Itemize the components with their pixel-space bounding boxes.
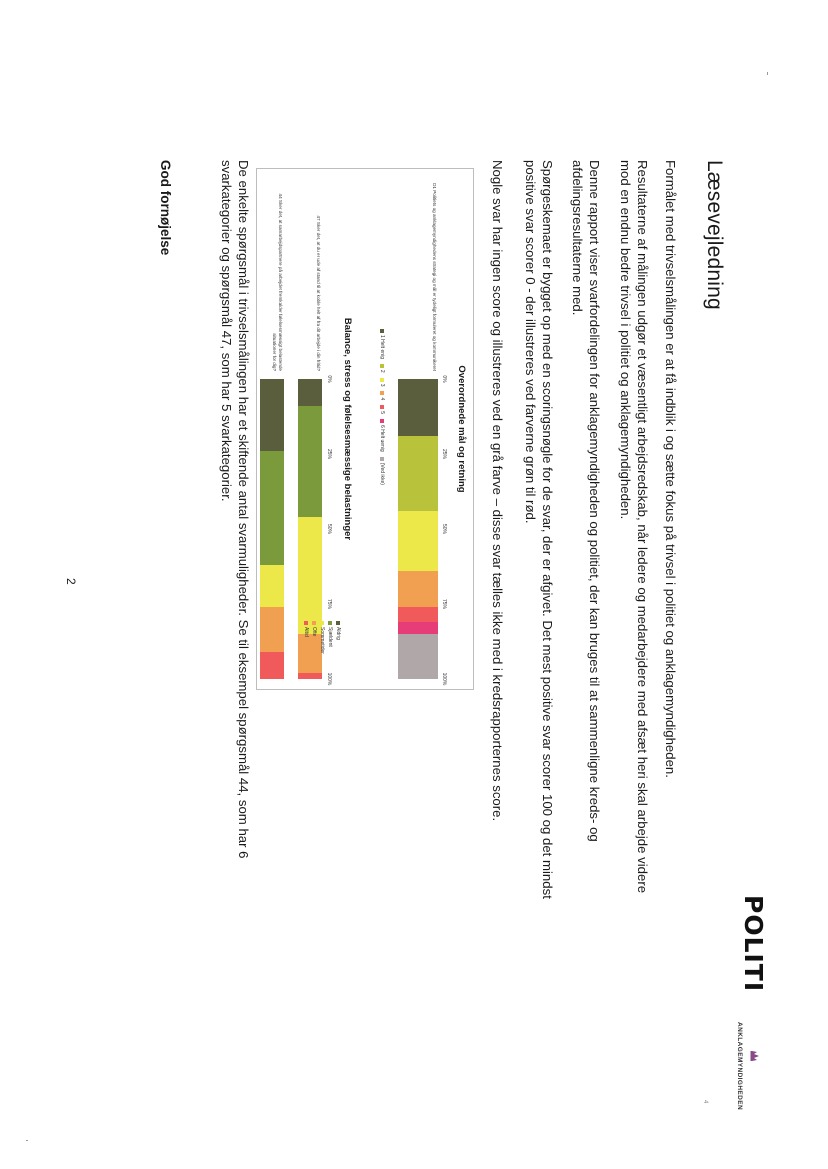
x-tick-label: 100% — [326, 672, 332, 686]
closing-text: God fornøjelse — [158, 160, 173, 256]
bar-segment — [398, 511, 438, 571]
legend-item: 3 — [379, 378, 385, 387]
chart-title: Overordnede mål og retning — [456, 365, 467, 493]
bar-segment — [398, 634, 438, 679]
bar-segment — [298, 406, 322, 517]
legend-swatch — [380, 329, 384, 333]
no-score-paragraph: Nogle svar har ingen score og illustreres ved en grå farve – disse svar tælles ikke med i kredsrapporternes score. — [490, 160, 505, 822]
answer-categories-paragraph: De enkelte spørgsmål i trivselsmålingen har et skiftende antal svarmuligheder. Se til eksempel spørgsmål 44, som har 6 svarkategorier og spørgsmål 47, som har 5 svarkategorier. — [219, 160, 251, 859]
bar-segment — [260, 607, 284, 652]
legend-item: 4 — [379, 391, 385, 400]
x-tick-label: 100% — [441, 672, 447, 686]
legend-item: Sjældent — [327, 621, 333, 676]
bar-segment — [260, 652, 284, 679]
chart-legend — [379, 329, 385, 490]
legend-swatch — [304, 621, 308, 625]
legend-item: 1 Helt enig — [379, 329, 385, 359]
question-label: 47 Sker det, at du er ude af stand til at koble helt af fra dit arbejde i din fritid? — [316, 215, 321, 371]
report-paragraph: Denne rapport viser svarfordelingen for anklagemyndigheden og politiet, der kan bruges til at sammenligne kreds- og afdelingsresultaterne med. — [570, 160, 602, 842]
legend-item: Ofte — [311, 621, 317, 676]
bar-segment — [260, 451, 284, 565]
bar-segment — [298, 379, 322, 406]
legend-swatch — [336, 621, 340, 625]
bar-segment — [298, 517, 322, 634]
bar-segment — [260, 565, 284, 607]
x-tick-label: 0% — [441, 375, 447, 383]
page-number: 2 — [64, 578, 78, 585]
legend-item: Sommetider — [319, 621, 325, 676]
legend-item: 5 — [379, 405, 385, 414]
x-tick-label: 25% — [441, 448, 447, 460]
x-tick-label: 0% — [326, 375, 332, 383]
chart-title: Balance, stress og følelsesmæssige belastninger — [342, 317, 353, 541]
chart-legend — [301, 621, 341, 681]
x-tick-label: 50% — [326, 523, 332, 535]
results-paragraph: Resultaterne af målingen udgør et væsentligt arbejdsredskab, når ledere og medarbejdere med afsæt heri skal arbejde videre mod en endnu bedre trivsel i politiet og anklagemyndigheden. — [618, 160, 650, 894]
legend-swatch — [328, 621, 332, 625]
legend-item: Aldrig — [335, 621, 341, 676]
bar-segment — [398, 379, 438, 436]
question-label: 44 Sker det, at samarbejdspartnere på arbejdet fremkalder følelsesmæssigt belastende situationer for dig? — [272, 193, 283, 371]
legend-swatch — [380, 364, 384, 368]
x-tick-label: 50% — [441, 523, 447, 535]
logo-subtitle: ANKLAGEMYNDIGHEDEN — [736, 1022, 743, 1111]
crown-icon — [750, 1050, 760, 1062]
page-title: Læsevejledning — [703, 160, 726, 310]
intro-paragraph: Formålet med trivselsmålingen er at få indblik i og sætte fokus på trivsel i politiet og anklagemyndigheden. — [663, 160, 678, 778]
legend-item: (Ved ikke) — [379, 457, 385, 485]
chart-canvas — [257, 169, 473, 689]
legend-swatch — [320, 621, 324, 625]
scan-speck — [26, 1140, 28, 1141]
bar-segment — [398, 571, 438, 607]
x-tick-label: 25% — [326, 448, 332, 460]
corner-mark: 4 — [702, 1100, 708, 1104]
legend-swatch — [380, 405, 384, 409]
bar-segment — [398, 607, 438, 622]
legend-swatch — [380, 457, 384, 461]
legend-swatch — [380, 391, 384, 395]
question-label: D1 Politiets og anklagemyndighedens strategi og mål er tydeligt formuleret og kommunikeret — [432, 183, 437, 371]
example-chart-figure — [256, 168, 474, 690]
legend-item: 2 — [379, 364, 385, 373]
scan-speck — [767, 72, 768, 75]
x-tick-label: 75% — [326, 598, 332, 610]
bar-segment — [398, 622, 438, 634]
bar-segment — [260, 379, 284, 451]
bar-segment — [398, 436, 438, 511]
legend-item: 6 Helt uenig — [379, 419, 385, 452]
legend-swatch — [380, 378, 384, 382]
legend-swatch — [380, 419, 384, 423]
legend-item: Altid — [303, 621, 309, 676]
scoring-paragraph: Spørgeskemaet er bygget op med en scoringsnøgle for de svar, der er afgivet. Det mest positive svar scorer 100 og det mindst positive svar scorer 0 - der illustreres ved farverne grøn til rød. — [523, 160, 555, 899]
politi-logo: POLITI — [739, 895, 768, 993]
legend-swatch — [312, 621, 316, 625]
x-tick-label: 75% — [441, 598, 447, 610]
